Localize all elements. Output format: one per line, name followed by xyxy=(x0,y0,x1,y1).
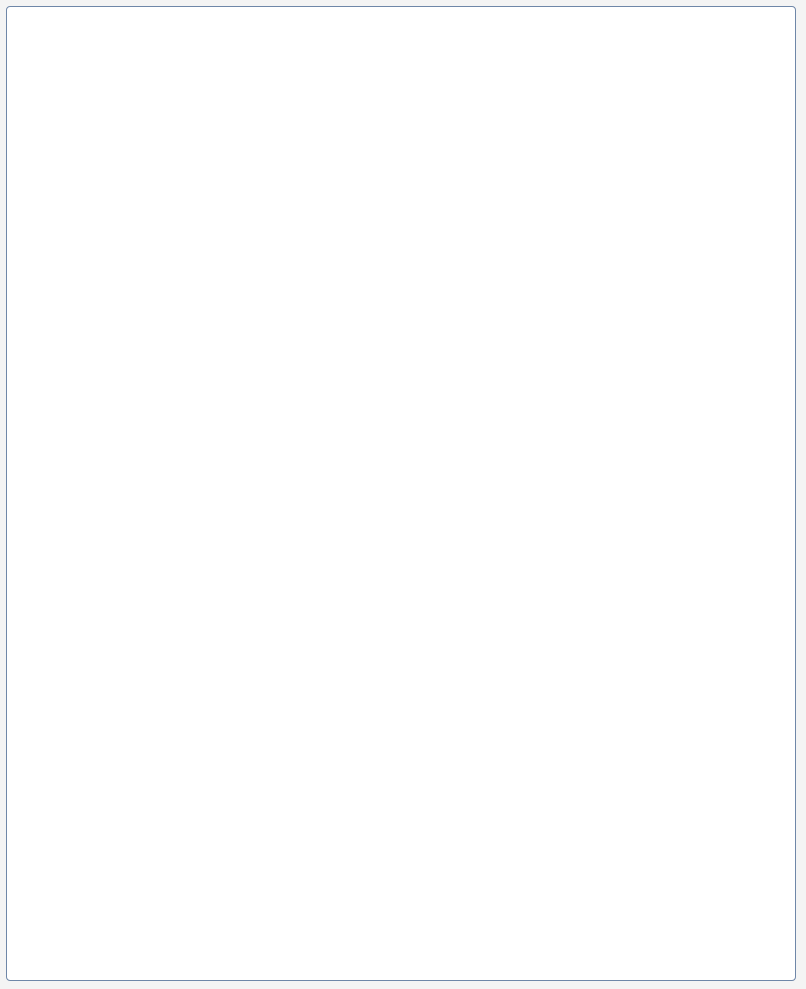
header-row-1 xyxy=(21,35,781,75)
header-row-2 xyxy=(21,75,781,115)
notice-number xyxy=(775,35,781,50)
issuing-branch xyxy=(21,75,27,90)
text-title-row xyxy=(21,150,781,165)
subject-row xyxy=(21,125,781,140)
case-number xyxy=(21,35,27,50)
notice-panel xyxy=(6,6,796,981)
issue-date xyxy=(775,75,781,90)
